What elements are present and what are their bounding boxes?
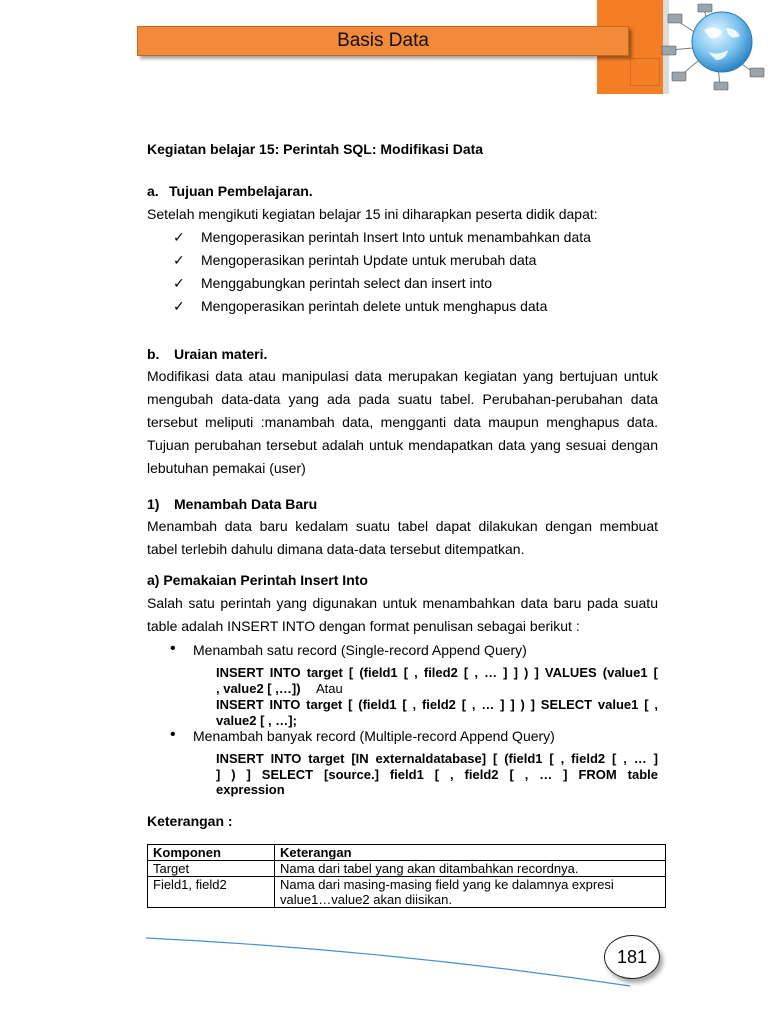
footer-decorative-line bbox=[140, 930, 640, 990]
section-1-line: Menambah data baru kedalam suatu tabel dapat dilakukan dengan membuat bbox=[147, 518, 658, 534]
keterangan-table bbox=[147, 844, 666, 908]
section-b-line: tersebut meliputi :manambah data, mengganti data maupun menghapus data. bbox=[147, 414, 658, 430]
table-row bbox=[148, 861, 666, 877]
bullet-item: Menambah banyak record (Multiple-record Append Query) bbox=[193, 728, 555, 744]
section-b-line: Tujuan perubahan tersebut adalah untuk mendapatkan data yang sesuai dengan bbox=[147, 437, 658, 453]
code-line: , value2 [ ,…]) bbox=[216, 681, 301, 696]
code-line: value2 [ , …]; bbox=[216, 713, 297, 728]
check-icon: ✓ bbox=[173, 229, 185, 245]
bullet-item: Menambah satu record (Single-record Append Query) bbox=[193, 642, 527, 658]
section-1-line: tabel terlebih dahulu dimana data-data tersebut ditempatkan. bbox=[147, 541, 525, 557]
table-row bbox=[148, 877, 666, 908]
page-heading: Kegiatan belajar 15: Perintah SQL: Modifikasi Data bbox=[147, 141, 484, 157]
code-line: INSERT INTO target [ (field1 [ , field2 [ , … ] ] ) ] SELECT value1 [ , bbox=[216, 697, 658, 712]
check-icon: ✓ bbox=[173, 275, 185, 291]
header-orange-square bbox=[630, 58, 660, 86]
section-a-title: Tujuan Pembelajaran. bbox=[169, 183, 313, 199]
section-b-line: Modifikasi data atau manipulasi data merupakan kegiatan yang bertujuan untuk bbox=[147, 368, 658, 384]
check-icon: ✓ bbox=[173, 252, 185, 268]
check-icon: ✓ bbox=[173, 298, 185, 314]
section-b-line: mengubah data-data yang ada pada suatu tabel. Perubahan-perubahan data bbox=[147, 391, 658, 407]
page-number: 181 bbox=[604, 935, 660, 979]
section-1a-title: a) Pemakaian Perintah Insert Into bbox=[147, 572, 368, 588]
section-1-number: 1) bbox=[147, 496, 160, 512]
objective-item: Mengoperasikan perintah Update untuk merubah data bbox=[201, 252, 537, 268]
objective-item: Menggabungkan perintah select dan insert into bbox=[201, 275, 493, 291]
code-connector: Atau bbox=[316, 681, 343, 696]
table-cell: Field1, field2 bbox=[148, 877, 275, 908]
objective-item: Mengoperasikan perintah delete untuk menghapus data bbox=[201, 298, 548, 314]
section-1a-line: table adalah INSERT INTO dengan format penulisan sebagai berikut : bbox=[147, 618, 580, 634]
code-line: ] ) ] SELECT [source.] field1 [ , field2 [ , … ] FROM table bbox=[216, 767, 658, 782]
section-b-line: lebutuhan pemakai (user) bbox=[147, 460, 306, 476]
bullet-icon: • bbox=[170, 726, 176, 743]
section-a-intro: Setelah mengikuti kegiatan belajar 15 ini diharapkan peserta didik dapat: bbox=[147, 206, 598, 222]
section-b-title: Uraian materi. bbox=[174, 346, 268, 362]
network-globe-icon bbox=[660, 2, 768, 92]
objective-item: Mengoperasikan perintah Insert Into untuk menambahkan data bbox=[201, 229, 591, 245]
table-header-cell: Komponen bbox=[148, 845, 275, 861]
section-1-title: Menambah Data Baru bbox=[174, 496, 318, 512]
section-a-number: a. bbox=[147, 183, 159, 199]
table-cell: Nama dari tabel yang akan ditambahkan recordnya. bbox=[275, 861, 666, 877]
code-line: INSERT INTO target [IN externaldatabase] [ (field1 [ , field2 [ , … ] bbox=[216, 751, 658, 766]
keterangan-label: Keterangan : bbox=[147, 813, 233, 829]
section-1a-line: Salah satu perintah yang digunakan untuk menambahkan data baru pada suatu bbox=[147, 595, 658, 611]
header-title: Basis Data bbox=[337, 30, 429, 51]
code-line: INSERT INTO target [ (field1 [ , filed2 [ , … ] ] ) ] VALUES (value1 [ bbox=[216, 665, 658, 680]
code-line: expression bbox=[216, 782, 285, 797]
table-cell: Target bbox=[148, 861, 275, 877]
table-header-row bbox=[148, 845, 666, 861]
bullet-icon: • bbox=[170, 640, 176, 657]
table-header-cell: Keterangan bbox=[275, 845, 666, 861]
section-b-number: b. bbox=[147, 346, 160, 362]
table-cell: Nama dari masing-masing field yang ke dalamnya expresi value1…value2 akan diisikan. bbox=[275, 877, 666, 908]
